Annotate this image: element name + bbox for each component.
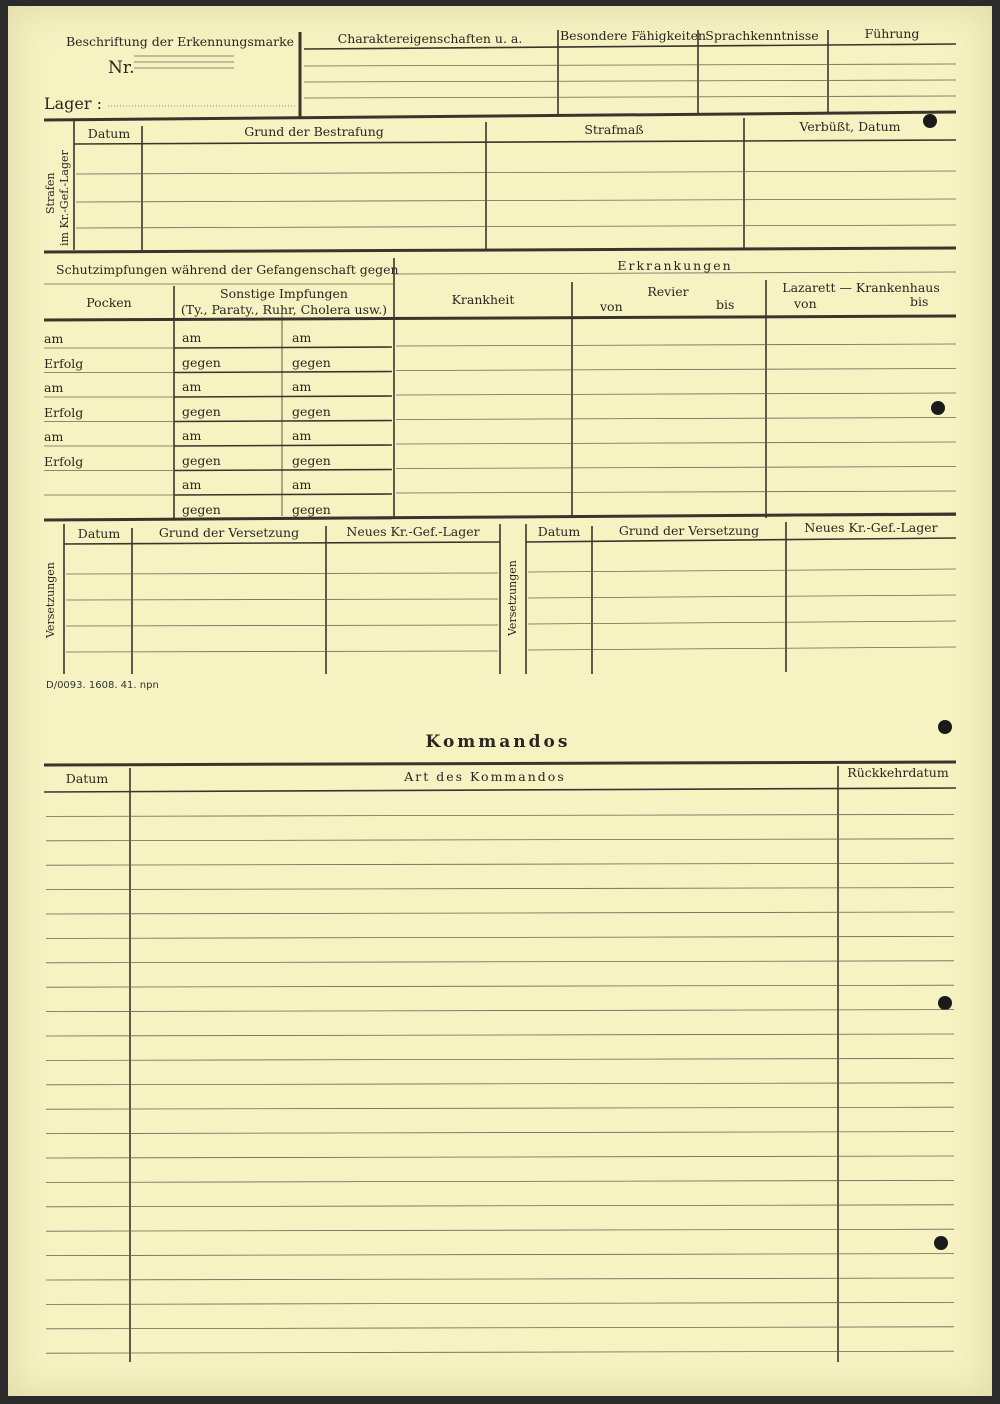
- fuehrung-header: Führung: [864, 26, 920, 41]
- sonstige-row-label: gegen: [182, 501, 221, 517]
- sonstige-row-label: gegen: [292, 452, 331, 468]
- impfungen-title: Schutzimpfungen während der Gefangenschaft gegen: [56, 262, 399, 277]
- versetzung-lager-header-right: Neues Kr.-Gef.-Lager: [804, 520, 938, 535]
- rueckkehr-header: Rückkehrdatum: [847, 765, 949, 780]
- lager-label: Lager :: [44, 94, 102, 113]
- pocken-row-label: am: [44, 331, 64, 346]
- pocken-header: Pocken: [86, 295, 132, 310]
- sonstige-row-label: am: [292, 330, 312, 345]
- versetzungen-side-label-right: Versetzungen: [506, 560, 519, 636]
- pocken-row-label: am: [44, 380, 64, 395]
- lazarett-von: von: [794, 296, 817, 311]
- sonstige-row-label: gegen: [292, 501, 331, 517]
- kommandos-datum-header: Datum: [65, 771, 109, 786]
- sonstige-row-label: am: [292, 428, 312, 443]
- versetzung-grund-header-right: Grund der Versetzung: [618, 523, 760, 538]
- sonstige-header: Sonstige Impfungen: [220, 286, 348, 301]
- versetzungen-side-label: Versetzungen: [44, 562, 57, 638]
- sonstige-row-label: gegen: [182, 354, 221, 370]
- verbuesst-header: Verbüßt, Datum: [799, 119, 901, 134]
- revier-von: von: [600, 299, 623, 314]
- kommandos-title: Kommandos: [425, 732, 571, 752]
- versetzung-lager-header: Neues Kr.-Gef.-Lager: [346, 524, 480, 539]
- erkrankungen-title: Erkrankungen: [617, 258, 733, 273]
- strafen-side-label: Strafen: [44, 172, 57, 214]
- revier-header: Revier: [647, 284, 689, 299]
- pocken-row-label: Erfolg: [44, 404, 84, 420]
- versetzung-datum-header-right: Datum: [537, 524, 581, 539]
- sonstige-row-label: gegen: [182, 452, 221, 468]
- form-code: D/0093. 1608. 41. npn: [46, 680, 159, 691]
- sonstige-row-label: am: [182, 330, 202, 345]
- versetzung-grund-header: Grund der Versetzung: [158, 525, 300, 540]
- strafen-side-label-2: im Kr.-Gef.-Lager: [58, 150, 71, 246]
- sonstige-row-label: am: [292, 477, 312, 492]
- form-sheet: [8, 6, 992, 1396]
- form-grid: [8, 6, 992, 1396]
- pocken-row-label: am: [44, 429, 64, 444]
- krankheit-header: Krankheit: [451, 292, 515, 307]
- erkennungsmarke-label: Beschriftung der Erkennungsmarke: [66, 34, 295, 49]
- strafmass-header: Strafmaß: [584, 122, 644, 137]
- pocken-row-label: Erfolg: [44, 355, 84, 371]
- sonstige-row-label: am: [292, 379, 312, 394]
- sprachen-header: Sprachkenntnisse: [705, 28, 819, 43]
- kommandos-art-header: Art des Kommandos: [404, 769, 566, 784]
- lazarett-bis: bis: [910, 294, 929, 309]
- sonstige-row-label: am: [182, 477, 202, 492]
- strafen-datum-header: Datum: [87, 126, 131, 141]
- sonstige-header-2: (Ty., Paraty., Ruhr, Cholera usw.): [180, 302, 388, 317]
- sonstige-row-label: gegen: [292, 403, 331, 419]
- sonstige-row-label: gegen: [182, 403, 221, 419]
- charakter-header: Charaktereigenschaften u. a.: [337, 31, 523, 46]
- revier-bis: bis: [716, 297, 735, 312]
- sonstige-row-label: am: [182, 428, 202, 443]
- lazarett-header: Lazarett — Krankenhaus: [782, 280, 940, 295]
- sonstige-row-label: am: [182, 379, 202, 394]
- strafen-grund-header: Grund der Bestrafung: [244, 124, 384, 139]
- pocken-row-label: Erfolg: [44, 453, 84, 469]
- nr-label: Nr.: [108, 58, 135, 78]
- sonstige-row-label: gegen: [292, 354, 331, 370]
- faehigkeiten-header: Besondere Fähigkeiten: [560, 28, 707, 43]
- versetzung-datum-header: Datum: [77, 526, 121, 541]
